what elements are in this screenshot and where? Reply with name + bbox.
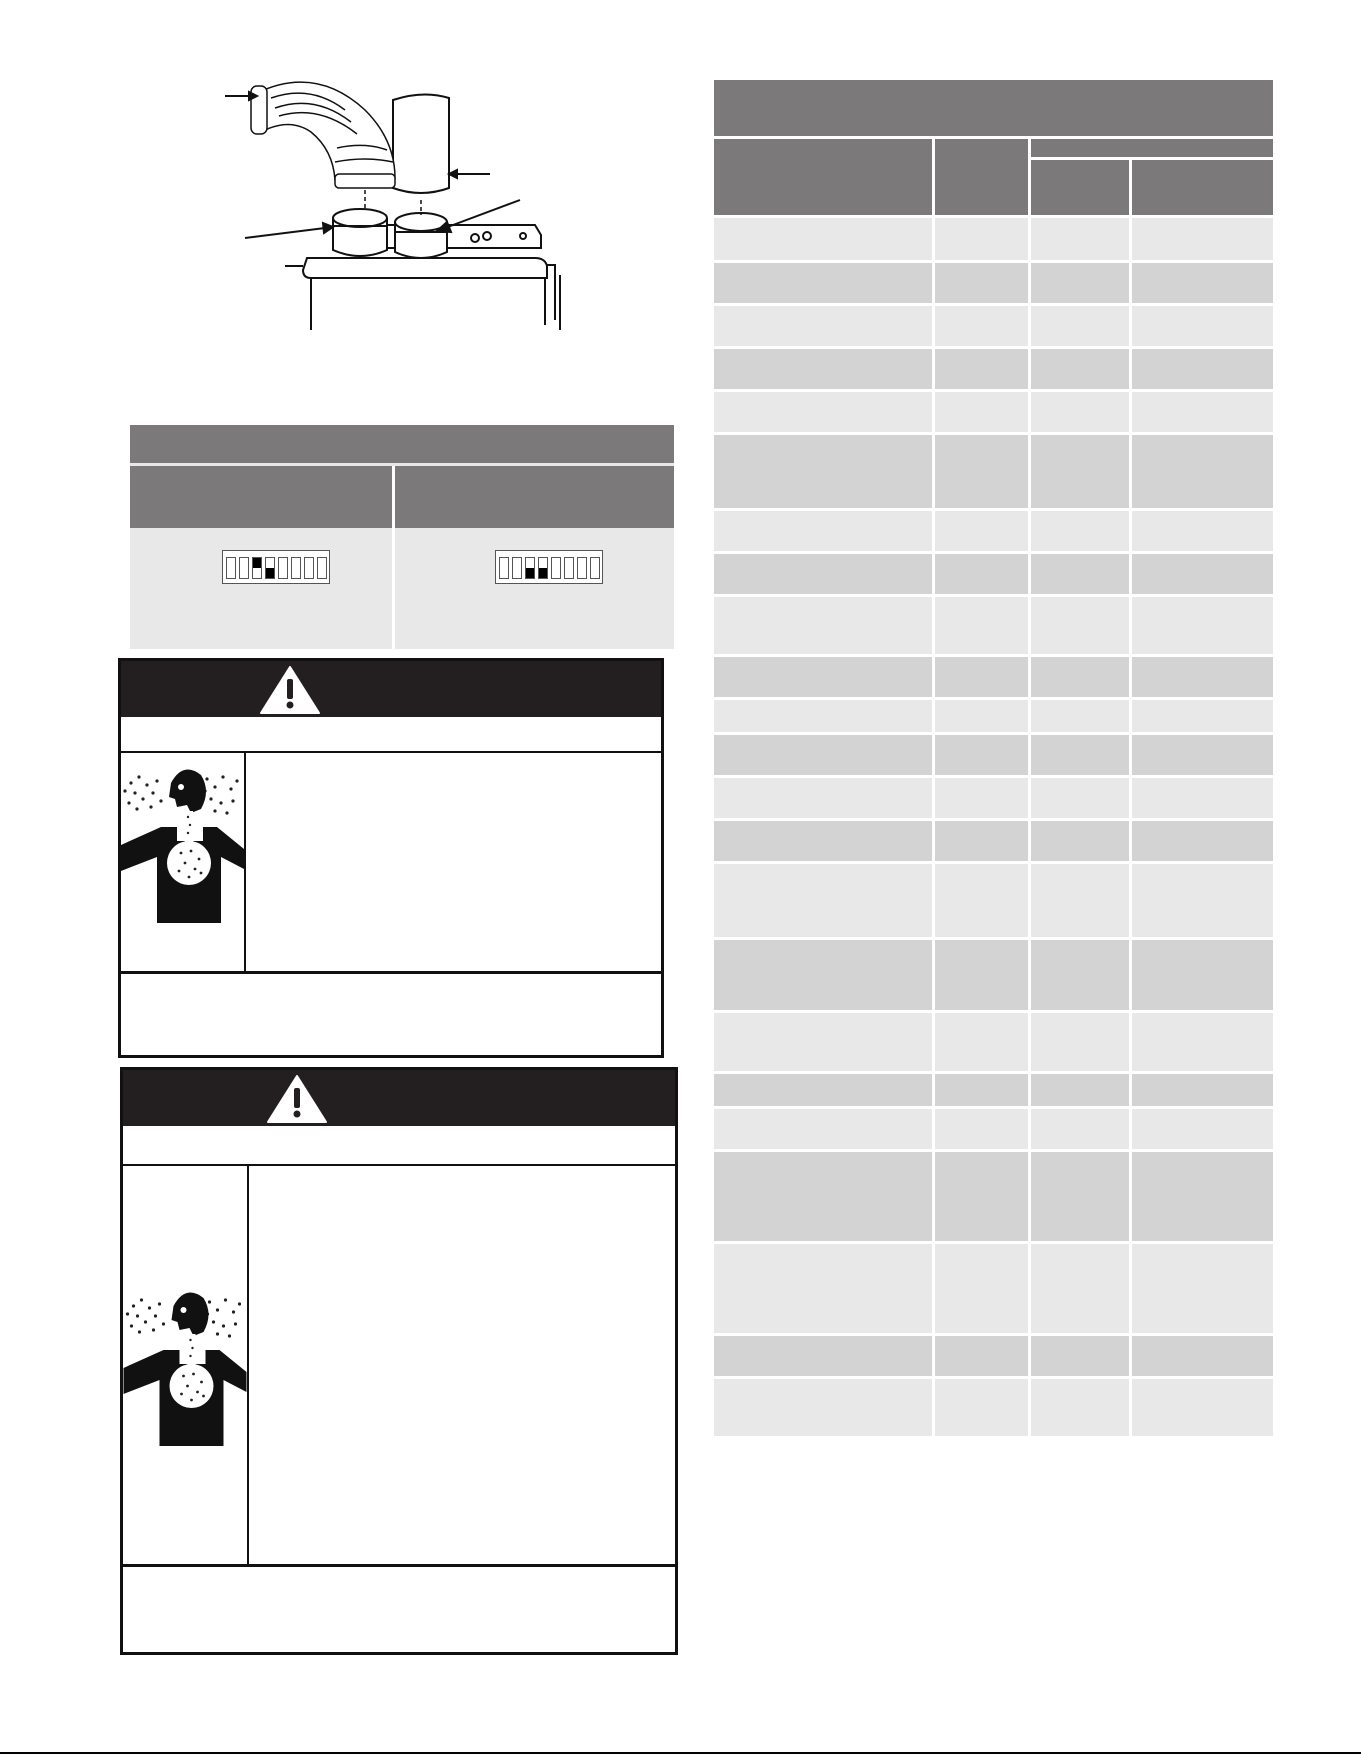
table-cell (935, 306, 1028, 346)
table-cell (714, 1379, 932, 1436)
table-cell (714, 940, 932, 1010)
inhalation-hazard-icon (123, 1276, 247, 1494)
table-cell (1132, 1244, 1273, 1333)
column-divider (392, 466, 395, 649)
table-cell (935, 435, 1028, 508)
table-cell (714, 263, 932, 303)
table-cell (1132, 1336, 1273, 1376)
table-cell (714, 1109, 932, 1149)
table-cell (1031, 940, 1129, 1010)
table-cell (1132, 392, 1273, 432)
table-cell (714, 700, 932, 732)
table-cell (714, 218, 932, 260)
table-cell (714, 435, 932, 508)
table-cell (1132, 435, 1273, 508)
table-cell (714, 1152, 932, 1241)
dip-switch-settings-table (130, 425, 674, 649)
exhaust-collar-icon (395, 213, 447, 258)
table-cell (714, 1336, 932, 1376)
table-cell (1031, 435, 1129, 508)
table-cell (935, 1109, 1028, 1149)
warning-header (121, 661, 661, 717)
vent-pipe-icon (393, 94, 449, 193)
table-cell (714, 821, 932, 861)
table-cell (1132, 778, 1273, 818)
table-cell (1031, 700, 1129, 732)
table-cell (1132, 511, 1273, 551)
table-cell (1132, 940, 1273, 1010)
table-cell (1132, 864, 1273, 937)
table-cell (1132, 1074, 1273, 1106)
table-cell (1031, 1379, 1129, 1436)
signal-word-bar (121, 717, 661, 753)
dip-switch-icon (222, 550, 330, 584)
table-cell (935, 821, 1028, 861)
table-cell (1031, 1336, 1129, 1376)
table-cell (1031, 511, 1129, 551)
table-cell (395, 531, 674, 649)
dip-switch-icon (495, 550, 603, 584)
table-cell (935, 940, 1028, 1010)
table-cell (1031, 1013, 1129, 1071)
table-cell (935, 1379, 1028, 1436)
table-cell (714, 511, 932, 551)
warning-box (120, 1067, 678, 1655)
table-cell (935, 657, 1028, 697)
table-cell (935, 1336, 1028, 1376)
table-cell (714, 306, 932, 346)
table-cell (935, 392, 1028, 432)
table-cell (1132, 349, 1273, 389)
table-cell (935, 554, 1028, 594)
table-cell (1031, 306, 1129, 346)
table-cell (935, 597, 1028, 654)
table-cell (1031, 554, 1129, 594)
column-header (1031, 160, 1129, 215)
table-cell (935, 511, 1028, 551)
table-cell (935, 778, 1028, 818)
table-cell (1031, 1152, 1129, 1241)
table-cell (1132, 1379, 1273, 1436)
table-cell (935, 700, 1028, 732)
table-cell (1132, 700, 1273, 732)
table-cell (1132, 1109, 1273, 1149)
table-cell (714, 349, 932, 389)
column-header (1132, 160, 1273, 215)
table-cell (1132, 1013, 1273, 1071)
warning-header (123, 1070, 675, 1126)
table-cell (935, 864, 1028, 937)
table-cell (935, 349, 1028, 389)
column-header (130, 466, 392, 528)
table-cell (714, 1074, 932, 1106)
flexible-elbow-icon (251, 82, 395, 188)
table-cell (1031, 597, 1129, 654)
table-cell (714, 735, 932, 775)
table-cell (714, 392, 932, 432)
table-cell (935, 1074, 1028, 1106)
table-cell (1031, 1109, 1129, 1149)
table-cell (935, 1244, 1028, 1333)
specification-table (714, 80, 1273, 1576)
table-cell (1031, 657, 1129, 697)
table-cell (1132, 1152, 1273, 1241)
table-cell (935, 735, 1028, 775)
table-cell (714, 1013, 932, 1071)
exclamation-triangle-icon (259, 665, 321, 715)
exclamation-triangle-icon (266, 1074, 328, 1124)
table-cell (1031, 349, 1129, 389)
table-title-bar (714, 80, 1273, 136)
table-cell (1031, 864, 1129, 937)
table-cell (935, 263, 1028, 303)
column-header (395, 466, 674, 528)
table-cell (714, 554, 932, 594)
column-header (714, 139, 932, 215)
table-cell (1132, 306, 1273, 346)
table-cell (935, 1152, 1028, 1241)
column-group-header (1031, 139, 1273, 157)
table-cell (714, 778, 932, 818)
warning-footer (123, 1564, 675, 1652)
vent-connection-illustration (225, 70, 585, 340)
table-cell (1132, 821, 1273, 861)
table-cell (1132, 263, 1273, 303)
intake-collar-icon (333, 209, 387, 256)
table-cell (1031, 1244, 1129, 1333)
table-cell (1031, 1074, 1129, 1106)
table-cell (714, 597, 932, 654)
signal-word-bar (123, 1126, 675, 1166)
warning-footer (121, 971, 661, 1055)
table-cell (714, 657, 932, 697)
table-cell (1031, 263, 1129, 303)
table-cell (1031, 821, 1129, 861)
table-cell (935, 1013, 1028, 1071)
table-cell (1031, 735, 1129, 775)
table-cell (1031, 218, 1129, 260)
column-header (935, 139, 1028, 215)
pictogram-panel (123, 1166, 249, 1564)
table-cell (1132, 218, 1273, 260)
inhalation-hazard-icon (121, 753, 244, 971)
table-cell (935, 218, 1028, 260)
table-cell (1132, 657, 1273, 697)
footer-rule (0, 1752, 1361, 1754)
warning-box (118, 658, 664, 1058)
table-cell (1132, 597, 1273, 654)
heater-top-icon (285, 258, 560, 330)
table-cell (1031, 778, 1129, 818)
table-title-bar (130, 425, 674, 463)
table-cell (1031, 392, 1129, 432)
table-cell (1132, 554, 1273, 594)
table-cell (714, 1244, 932, 1333)
table-cell (130, 531, 392, 649)
table-cell (1132, 735, 1273, 775)
pictogram-panel (121, 753, 246, 971)
table-cell (714, 864, 932, 937)
